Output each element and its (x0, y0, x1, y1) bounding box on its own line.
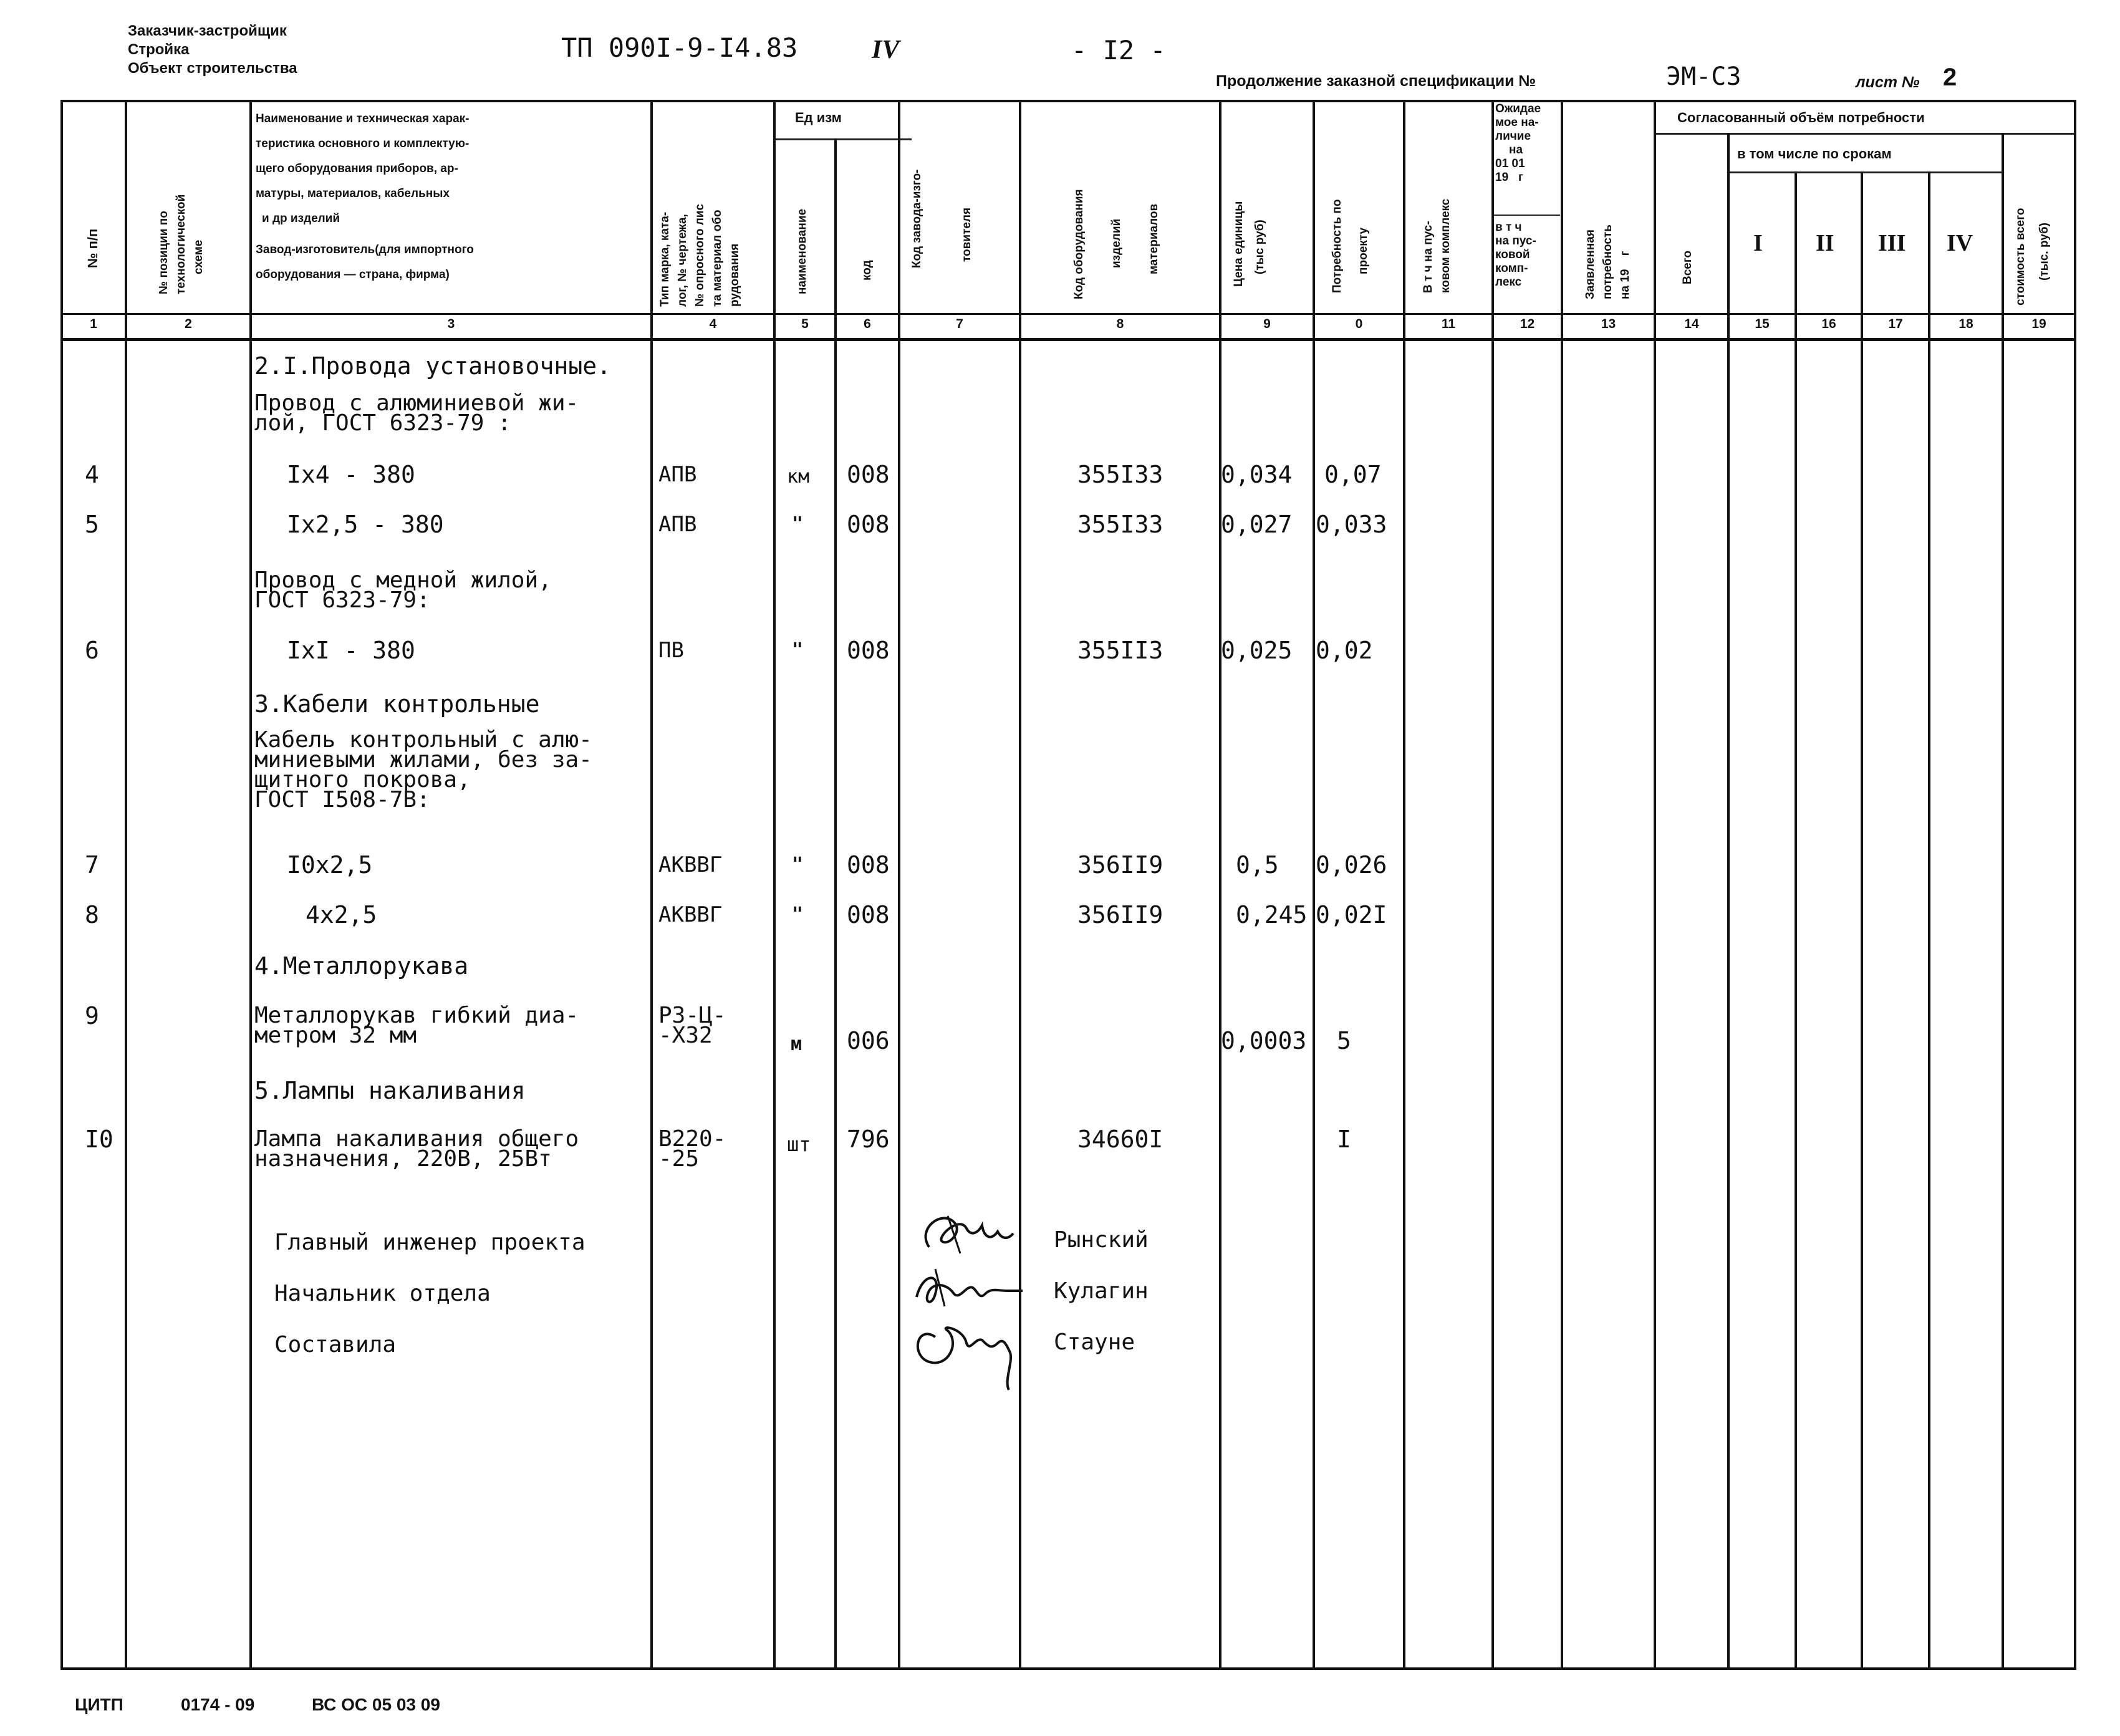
document-code: ТП 090I-9-I4.83 (561, 32, 798, 63)
col-header-15: I (1753, 230, 1763, 256)
col-header-18: IV (1947, 230, 1973, 256)
customer-label: Заказчик-застройщик (128, 22, 287, 39)
col-header-period-group: в том числе по срокам (1737, 146, 1892, 162)
volume-number: IV (872, 36, 900, 64)
col-header-1: № п/п (85, 228, 100, 268)
section-4-title: 4.Металлорукава (254, 952, 469, 980)
col-header-17: III (1878, 230, 1906, 256)
page-number: - I2 - (1071, 35, 1166, 65)
object-label: Объект строительства (128, 60, 297, 77)
col-header-unit-group: Ед изм (795, 110, 842, 125)
footer-code: 0174 - 09 (181, 1695, 255, 1714)
sheet-number: 2 (1943, 64, 1957, 91)
handwritten-signature-3 (904, 1312, 1041, 1393)
col-header-6: код (860, 260, 874, 281)
section-5-title: 5.Лампы накаливания (254, 1077, 526, 1104)
footer-org: ЦИТП (75, 1695, 123, 1714)
col-header-5: наименование (796, 208, 809, 294)
footer-ref: ВС ОС 05 03 09 (312, 1695, 440, 1714)
spec-number: ЭМ-С3 (1666, 62, 1742, 91)
section-2-1-title: 2.I.Провода установочные. (254, 352, 611, 380)
continuation-label: Продолжение заказной спецификации № (1216, 72, 1536, 90)
col-header-agreed-group: Согласованный объём потребности (1677, 110, 1925, 125)
handwritten-signature-2 (898, 1260, 1048, 1316)
handwritten-signature-1 (904, 1203, 1054, 1260)
construction-label: Стройка (128, 41, 190, 58)
section-3-title: 3.Кабели контрольные (254, 690, 540, 718)
col-header-16: II (1816, 230, 1834, 256)
col-header-14: Всего (1681, 250, 1694, 284)
sheet-label: лист № (1856, 74, 1920, 91)
